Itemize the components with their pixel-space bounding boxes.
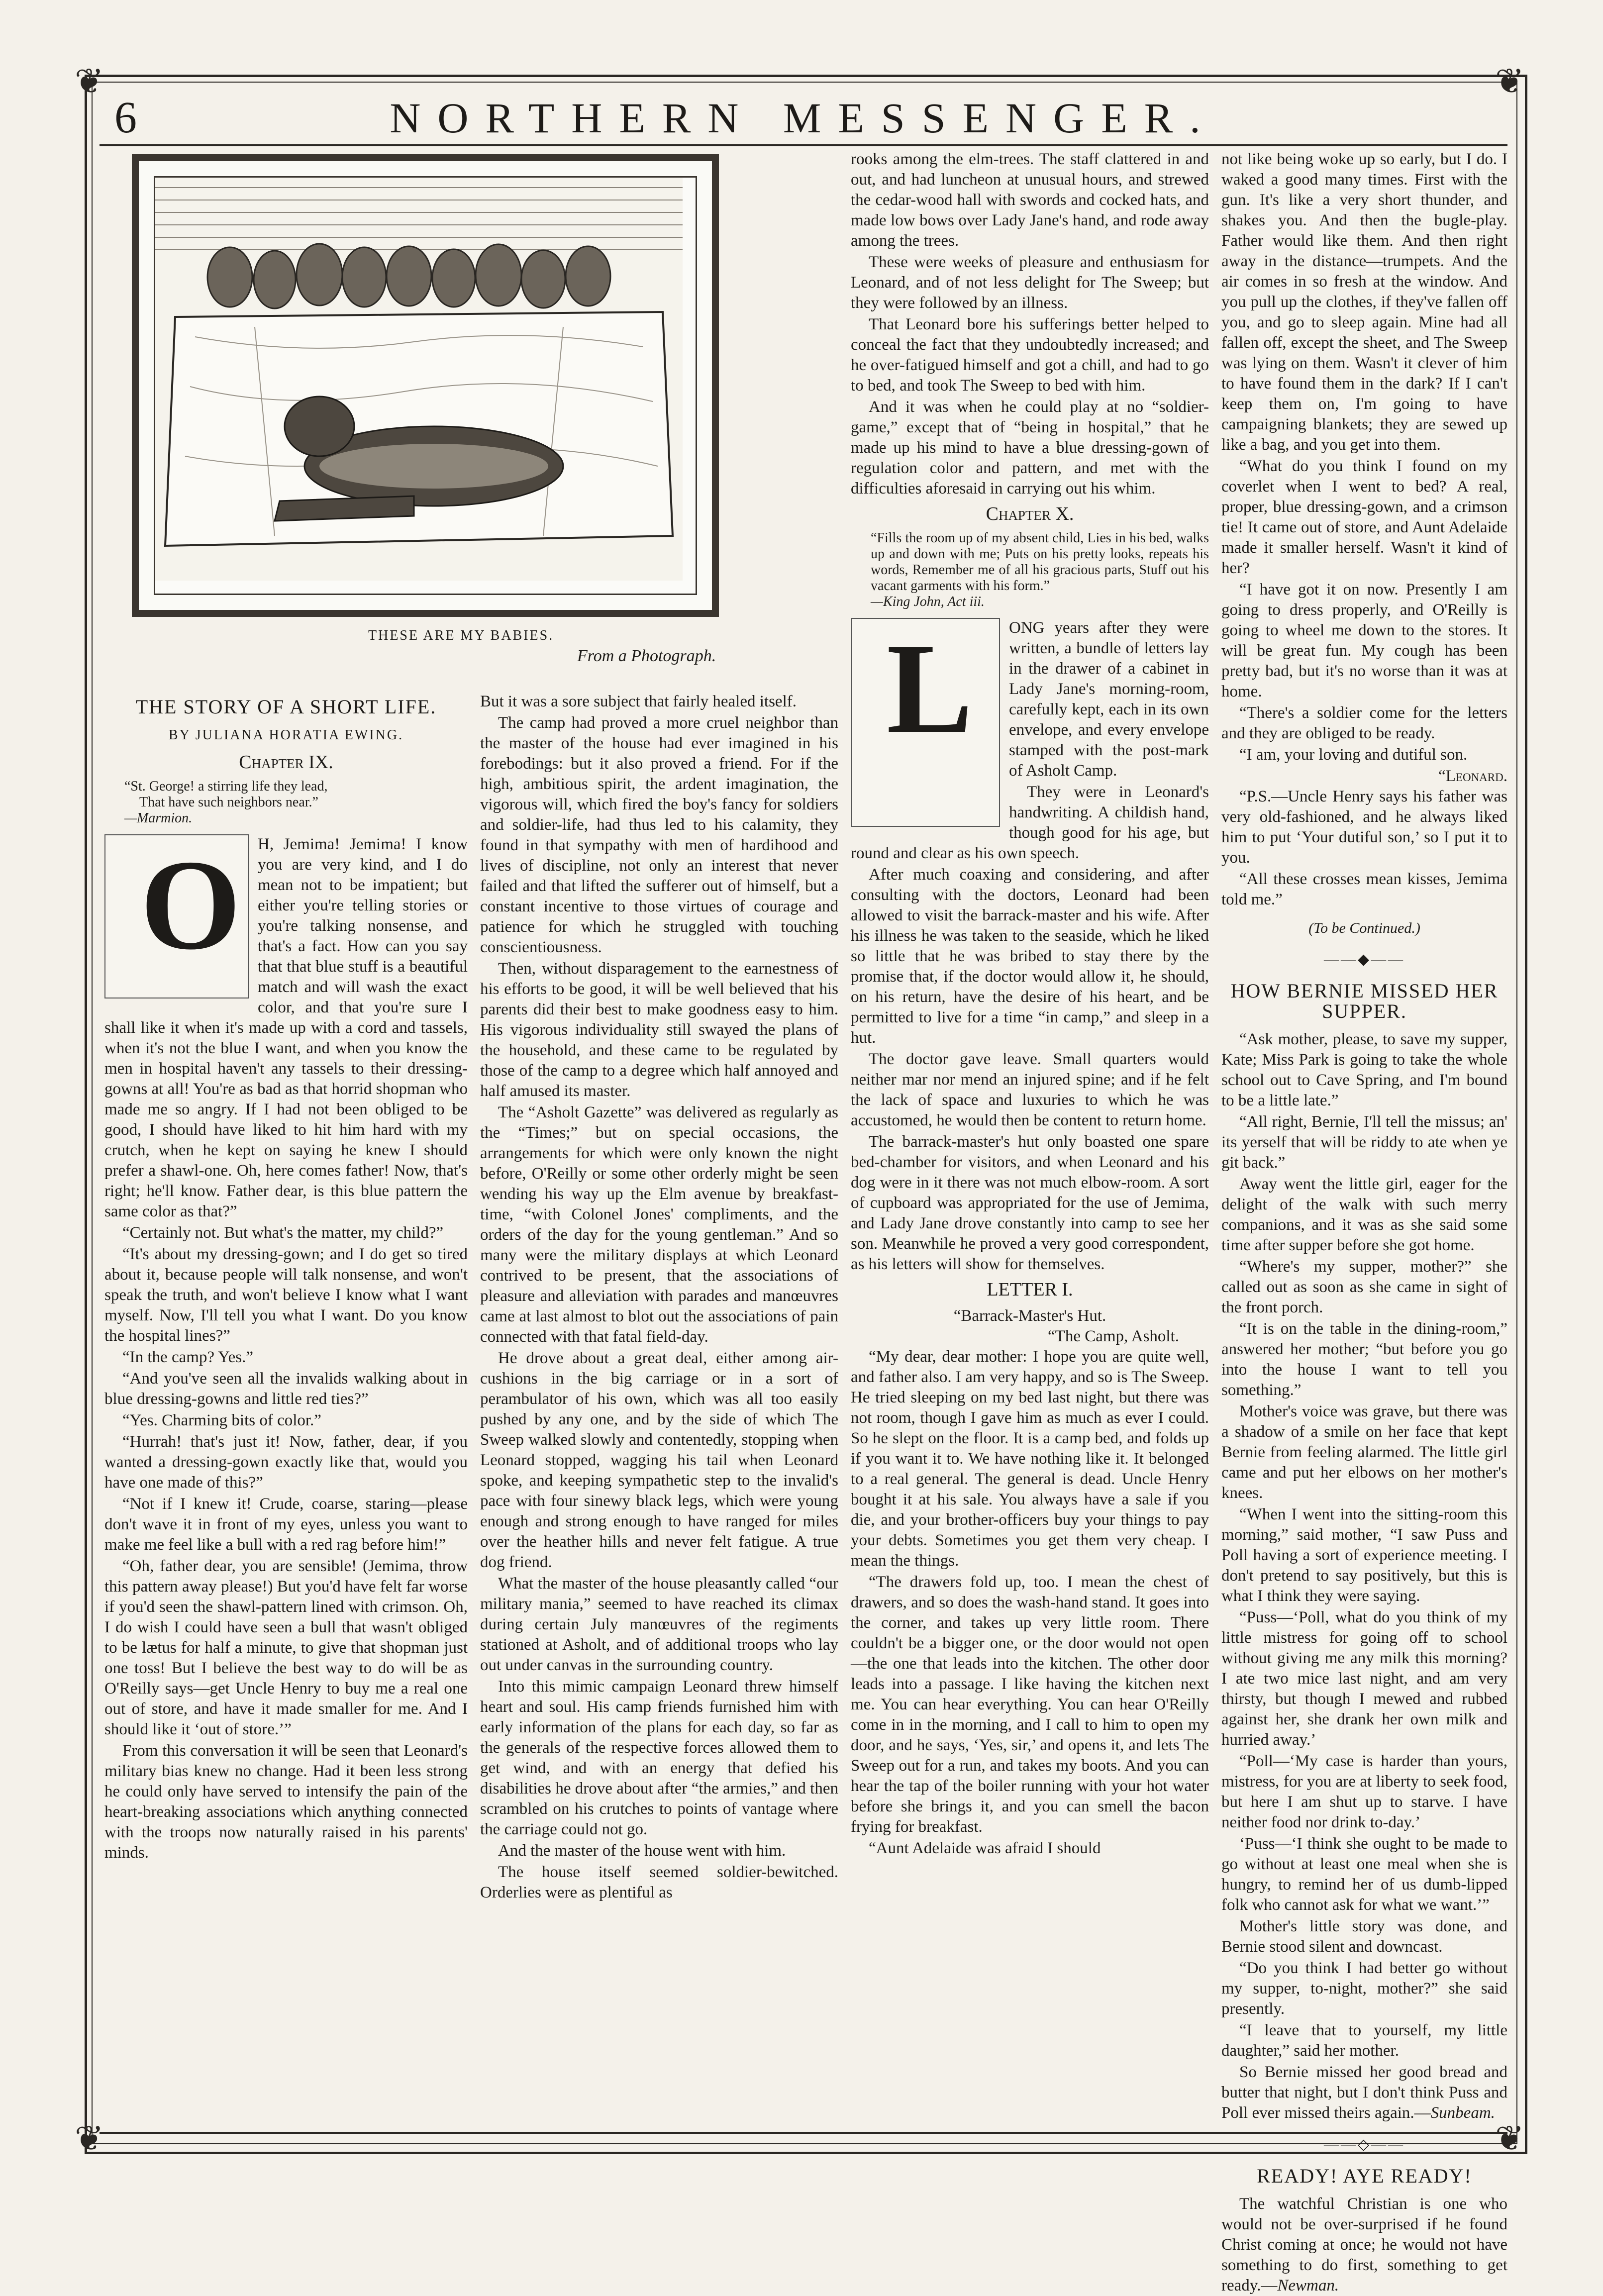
paragraph: “Oh, father dear, you are sensible! (Jemima, throw this pattern away please!) But you'd have felt far worse if you'd seen the shawl-pattern lined with crimson. Oh, I do wish I could have seen a bull that wasn't obliged to be lætus for half a minute, to give that shopman just one toss! But I believe the best way to do will be as O'Reilly says—get Uncle Henry to buy me a real one out of store, and have it made smaller for me. And I should like it ‘out of store.’” xyxy=(104,1557,468,1738)
paragraph: And it was when he could play at no “soldier-game,” except that of “being in hospital,” that he made up his mind to have a blue dressing-gown of regulation color and pattern, and met with the difficulties aforesaid in carrying out his whim. xyxy=(851,398,1209,498)
paragraph: Mother's voice was grave, but there was a shadow of a smile on her face that kept Bernie from feeling alarmed. The little girl came and put her elbows on her mother's knees. xyxy=(1221,1402,1507,1502)
paragraph: “Certainly not. But what's the matter, my child?” xyxy=(122,1224,444,1242)
paragraph: “It's about my dressing-gown; and I do get so tired about it, because people will talk nonsense, and won't speak the truth, and won't believe I know what I want myself. Now, I'll tell you what I want. Do you know the hospital lines?” xyxy=(104,1245,468,1345)
paragraph: “I have got it on now. Presently I am going to dress properly, and O'Reilly is going to wheel me down to the stores. It will be great fun. My cough has been pretty bad, but it's no worse than it was at home. xyxy=(1221,581,1507,700)
page-number: 6 xyxy=(114,93,137,142)
paragraph: But it was a sore subject that fairly healed itself. xyxy=(480,693,797,710)
signature: “Leonard. xyxy=(1438,767,1507,785)
paragraph: “All these crosses mean kisses, Jemima told me.” xyxy=(1221,870,1507,908)
divider-ornament-icon: ——◇—— xyxy=(1323,2136,1405,2153)
paragraph: “P.S.—Uncle Henry says his father was very old-fashioned, and he always liked him to put ‘Your dutiful son,’ so I put it to you. xyxy=(1221,788,1507,867)
epigraph xyxy=(124,779,468,826)
paragraph: Mother's little story was done, and Bernie stood silent and downcast. xyxy=(1221,1917,1507,1956)
paragraph: Away went the little girl, eager for the delight of the walk with such merry companions, and it was as she said some time after supper before she got home. xyxy=(1221,1175,1507,1254)
paragraph: They were in Leonard's handwriting. A childish hand, though good for his age, but round and clear as his own speech. xyxy=(851,783,1209,862)
paragraph: And the master of the house went with him. xyxy=(498,1842,786,1860)
paragraph: “Ask mother, please, to save my supper, Kate; Miss Park is going to take the whole school out to Cave Spring, and I'm bound to be a little late.” xyxy=(1221,1030,1507,1109)
article-title: READY! AYE READY! xyxy=(1257,2165,1472,2187)
paragraph-text: So Bernie missed her good bread and butter that night, but I don't think Puss and Poll ever missed theirs again.— xyxy=(1221,2063,1507,2122)
epigraph-source: —King John, Act iii. xyxy=(871,594,985,609)
footer-rule xyxy=(100,2132,1507,2134)
page-header xyxy=(100,87,1507,142)
engraving-inner-frame xyxy=(154,176,697,595)
paragraph: “Poll—‘My case is harder than yours, mistress, for you are at liberty to seek food, but here I am shut up to starve. I have neither food nor drink to-day.’ xyxy=(1221,1752,1507,1831)
column-2 xyxy=(480,692,838,2124)
paragraph: The barrack-master's hut only boasted one spare bed-chamber for visitors, and when Leonard and his dog were in it there was not much elbow-room. A sort of cupboard was appropriated for the use of Jemima, and Lady Jane drove constantly into camp to see her son. Meanwhile he proved a very good correspondent, as his letters will show for themselves. xyxy=(851,1133,1209,1273)
illustration-caption: THESE ARE MY BABIES. xyxy=(368,628,554,643)
epigraph-text: “Fills the room up of my absent child, Lies in his bed, walks up and down with me; Puts on his pretty looks, repeats his words, Remember me of all his gracious parts, Stuff out his vacant garments with his form.” xyxy=(871,530,1209,594)
paragraph: After much coaxing and considering, and after consulting with the doctors, Leonard had been allowed to visit the barrack-master and his wife. After his illness he was taken to the seaside, which he liked so little that he was bribed to stay there by the promise that, if the doctor would allow it, he should, on his return, have the desire of his heart, and be permitted to live for a time “in camp,” and sleep in a hut. xyxy=(851,866,1209,1047)
paragraph: That Leonard bore his sufferings better helped to conceal the fact that they undoubtedly increased; and he over-fatigued himself and got a chill, and had to go to bed, and took The Sweep to bed with him. xyxy=(851,315,1209,395)
paragraph: “Do you think I had better go without my supper, to-night, mother?” she said presently. xyxy=(1221,1959,1507,2018)
paragraph: “Aunt Adelaide was afraid I should xyxy=(869,1839,1101,1857)
source-credit: Newman. xyxy=(1277,2277,1339,2295)
epigraph xyxy=(871,530,1209,610)
dropcap-illustration xyxy=(851,618,1000,827)
article-title: HOW BERNIE MISSED HER SUPPER. xyxy=(1230,980,1499,1022)
dropcap-letter: O xyxy=(140,833,241,977)
paragraph: Then, without disparagement to the earnestness of his efforts to be good, it will be well believed that his parents did their best to make goodness easy to him. His vigorous individuality still swayed the plans of the household, and these came to be regulated by those of the camp to a degree which half annoyed and half amused its master. xyxy=(480,960,838,1100)
column-1 xyxy=(104,692,468,2124)
dropcap-letter: L xyxy=(887,617,973,760)
divider-ornament-icon: ——◆—— xyxy=(1323,951,1405,968)
to-be-continued: (To be Continued.) xyxy=(1308,920,1420,936)
paragraph: “The drawers fold up, too. I mean the chest of drawers, and so does the wash-hand stand. It goes into the corner, and takes up very little room. There couldn't be a bigger one, or the door would not open—the one that leads into the kitchen. The other door leads into a passage. I like having the kitchen next me. You can hear everything. You can hear O'Reilly come in in the morning, and I call to him to open my door, and he says, ‘Yes, sir,’ and opens it, and lets The Sweep out for a run, and takes my boots. And you can hear the tap of the boiler running with your hot water before she brings it, and you can smell the bacon frying for breakfast. xyxy=(851,1573,1209,1836)
paragraph: The “Asholt Gazette” was delivered as regularly as the “Times;” but on special occasions, the arrangements for which were only known the night before, O'Reilly or some other orderly might be seen wending his way up the Elm avenue by breakfast-time, “with Colonel Jones' compliments, and the orders of the day for the young gentleman.” And so many were the military displays at which Leonard contrived to be present, that the associations of pleasure and alleviation with parades and manœuvres came at last almost to blot out the associations of pain connected with that fatal field-day. xyxy=(480,1103,838,1346)
paragraph: “And you've seen all the invalids walking about in blue dressing-gowns and little red ties?” xyxy=(104,1370,468,1408)
paragraph: rooks among the elm-trees. The staff clattered in and out, and had luncheon at unusual hours, and strewed the cedar-wood hall with swords and cocked hats, and made low bows over Lady Jane's hand, and rode away among the trees. xyxy=(851,150,1209,250)
paragraph: ONG years after they were written, a bundle of letters lay in the drawer of a cabinet in Lady Jane's morning-room, carefully kept, each in its own envelope, and every envelope stamped with the post-mark of Asholt Camp. xyxy=(1009,619,1209,780)
paragraph-text: The watchful Christian is one who would not be over-surprised if he found Christ coming at once; he would not have something to do first, something to get ready.— xyxy=(1221,2195,1507,2295)
paragraph: “All right, Bernie, I'll tell the missus; an' its yerself that will be riddy to ate when ye git back.” xyxy=(1221,1113,1507,1172)
paragraph: “What do you think I found on my coverlet when I went to bed? A real, proper, blue dressing-gown, and a crimson tie! It came out of store, and Aunt Adelaide made it smaller herself. Wasn't it kind of her? xyxy=(1221,457,1507,577)
paragraph: The camp had proved a more cruel neighbor than the master of the house had ever imagined in his forebodings: but it also proved a friend. For if the high, ambitious spirit, the ardent imagination, the vigorous will, which fired the boy's fancy for soldiers and soldier-life, had thus led to his calamity, they found in that sympathy with men of hardihood and lives of discipline, not only an interest that never failed and that lifted the sufferer out of himself, but a constant incentive to those virtues of courage and patience for which he struggled with touching conscientiousness. xyxy=(480,714,838,956)
corner-ornament-icon: ❦ xyxy=(75,63,104,101)
source-credit: Sunbeam. xyxy=(1430,2104,1495,2122)
paragraph: The house itself seemed soldier-bewitched. Orderlies were as plentiful as xyxy=(480,1863,838,1901)
column-3 xyxy=(851,149,1209,2134)
epigraph-line: That have such neighbors near.” xyxy=(139,795,318,810)
paragraph: “There's a soldier come for the letters and they are obliged to be ready. xyxy=(1221,704,1507,742)
corner-ornament-icon: ❦ xyxy=(1495,2120,1524,2158)
epigraph-source: —Marmion. xyxy=(124,810,193,826)
paragraph: “When I went into the sitting-room this morning,” said mother, “I saw Puss and Poll having a sort of experience meeting. I don't pretend to say positively, but this is what I think they were saying. xyxy=(1221,1505,1507,1605)
corner-ornament-icon: ❦ xyxy=(1495,63,1524,101)
paragraph: From this conversation it will be seen that Leonard's military bias knew no change. Had it been less strong he could only have served to intensify the pain of the heart-breaking associations which anything connected with the troops now naturally raised in his parents' minds. xyxy=(104,1742,468,1862)
paragraph: not like being woke up so early, but I do. I waked a good many times. First with the gun. It's like a very short thunder, and shakes you. And then the bugle-play. Father would like them. And then right away in the distance—trumpets. And the air comes in so fresh at the window. And you pull up the clothes, if they've fallen off you, and go to sleep again. Mine had all fallen off, except the sheet, and The Sweep was lying on them. Wasn't it clever of him to have found them in the dark? If I can't keep them on, I'm going to have campaigning blankets; they are sewed up like a bag, and you get into them. xyxy=(1221,150,1507,454)
paragraph: “Where's my supper, mother?” she called out as soon as she came in sight of the front porch. xyxy=(1221,1258,1507,1316)
paragraph: These were weeks of pleasure and enthusiasm for Leonard, and of not less delight for The Sweep; but they were followed by an illness. xyxy=(851,253,1209,312)
column-4 xyxy=(1221,149,1507,2295)
paragraph: “I leave that to yourself, my little daughter,” said her mother. xyxy=(1221,2021,1507,2060)
paragraph: He drove about a great deal, either among air-cushions in the big carriage or in a sort of perambulator of his own, which was all too easily pushed by any one, and by the side of which The Sweep walked slowly and contentedly, stopping when Leonard stopped, wagging his tail when Leonard spoke, and keeping sympathetic step to the invalid's pace with four sinewy black legs, which were young enough and strong enough to have ranged for miles over the heather hills and never felt fatigue. A true dog friend. xyxy=(480,1349,838,1571)
paragraph xyxy=(1221,2062,1507,2123)
paragraph: ‘Puss—‘I think she ought to be made to go without at least one meal when she is hungry, to remind her of us dumb-lipped folk who cannot ask for what we want.’” xyxy=(1221,1835,1507,1914)
chapter-heading: Chapter X. xyxy=(986,503,1074,524)
letter-heading: LETTER I. xyxy=(987,1279,1073,1300)
letter-address: “Barrack-Master's Hut. xyxy=(953,1307,1106,1325)
paragraph: “Puss—‘Poll, what do you think of my little mistress for going off to school without giving me any milk this morning? I ate two mice last night, and am very thirsty, but though I mewed and rubbed against her, she drank her own milk and hurried away.’ xyxy=(1221,1608,1507,1749)
paragraph: “I am, your loving and dutiful son. xyxy=(1239,746,1468,764)
paragraph: “In the camp? Yes.” xyxy=(122,1348,254,1366)
dogs-illustration-icon xyxy=(155,178,683,581)
illustration-credit: From a Photograph. xyxy=(577,647,716,665)
letter-address: “The Camp, Asholt. xyxy=(1048,1327,1179,1345)
paragraph: “It is on the table in the dining-room,” answered her mother; “but before you go into the house I want to tell you something.” xyxy=(1221,1320,1507,1399)
paragraph: “Not if I knew it! Crude, coarse, staring—please don't wave it in front of my eyes, unless you want to make me feel like a bull with a red rag before him!” xyxy=(104,1495,468,1554)
chapter-heading: Chapter IX. xyxy=(239,752,333,773)
engraving-illustration xyxy=(132,154,719,617)
story-title: THE STORY OF A SHORT LIFE. xyxy=(135,696,437,718)
story-author: BY JULIANA HORATIA EWING. xyxy=(168,727,404,743)
paragraph: “Yes. Charming bits of color.” xyxy=(122,1411,321,1429)
header-rule xyxy=(100,144,1507,146)
paragraph: The doctor gave leave. Small quarters would neither mar nor mend an injured spine; and if he felt the lack of space and luxuries to which he was accustomed, he would then be content to return home. xyxy=(851,1050,1209,1129)
masthead: NORTHERN MESSENGER. xyxy=(390,94,1217,142)
corner-ornament-icon: ❦ xyxy=(75,2120,104,2158)
paragraph: “Hurrah! that's just it! Now, father, dear, if you wanted a dressing-gown exactly like that, would you have one made of this?” xyxy=(104,1433,468,1492)
paragraph: Into this mimic campaign Leonard threw himself heart and soul. His camp friends furnished him with early information of the plans for each day, so far as the generals of the respective forces allowed them to get wind, and with an energy that defied his disabilities he drove about after “the armies,” and then scrambled on his crutches to points of vantage where the carriage could not go. xyxy=(480,1678,838,1838)
paragraph xyxy=(1221,2194,1507,2296)
paragraph: “My dear, dear mother: I hope you are quite well, and father also. I am very happy, and so is The Sweep. He tried sleeping on my bed last night, but there was not room, though I gave him as much as ever I could. So he slept on the floor. It is a camp bed, and folds up if you want it to. We have nothing like it. It belonged to a real general. The general is dead. Uncle Henry bought it at his sale. You always have a sale if you die, and your brother-officers buy your things to pay your debts. Sometimes you get them very cheap. I mean the things. xyxy=(851,1348,1209,1570)
paragraph: What the master of the house pleasantly called “our military mania,” seemed to have reached its climax during certain July manœuvres of the regiments stationed at Asholt, and of additional troops who lay out under canvas in the surrounding country. xyxy=(480,1575,838,1674)
epigraph-line: “St. George! a stirring life they lead, xyxy=(124,779,328,794)
paragraph: H, Jemima! Jemima! I know you are very kind, and I do mean not to be impatient; but either you're telling stories or you're talking nonsense, and that's a fact. How can you say that that blue stuff is a beautiful match and will wash the exact color, and that you're sure I shall like it when it's made up with a cord and tassels, when it's not the blue I want, and when you know the men in hospital haven't any tassels to their dressing-gowns at all! You're as bad as that horrid shopman who made me so angry. If I had not been obliged to be good, I should have liked to hit him hard with my crutch, when he kept on saying he knew I should prefer a shawl-one. Oh, here comes father! Now, that's right; he'll know. Father dear, is this blue pattern the same color as that?” xyxy=(104,835,468,1220)
dropcap-illustration xyxy=(104,834,249,998)
